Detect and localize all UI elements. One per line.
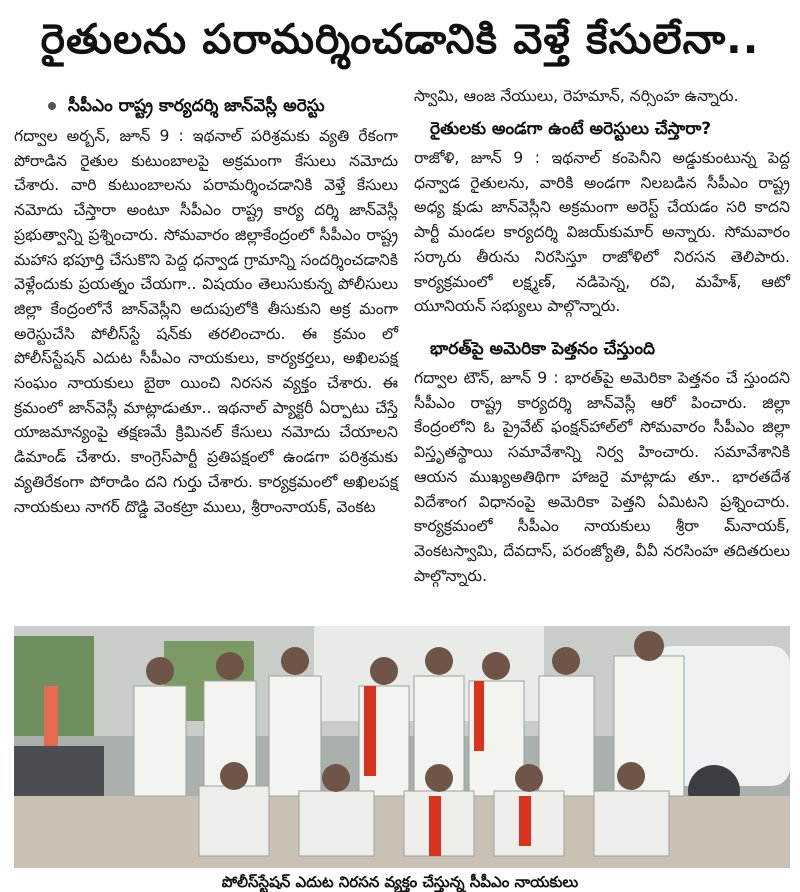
bullet-icon <box>48 102 56 110</box>
left-article-text: గద్వాల అర్బన్, జూన్ 9 : ఇథనాల్ పరిశ్రమకు వ్యతి రేకంగా పోరాడిన రైతుల కుటుంబాలపై అక్రమంగా కేసులు నమోదు చేశారు. వారి కుటుంబాలను పరామర్శించడానికి వెళ్తే కేసులు నమోదు చేస్తారా అంటూ సీపీఎం రాష్ట్ర కార్య దర్శి జాన్‌వెస్లీ ప్రభుత్వాన్ని ప్రశ్నించారు. సోమవారం జిల్లాకేంద్రంలో సీపీఎం రాష్ట్ర మహాస భపూర్తి చేసుకొని పెద్ద ధన్వాడ గ్రామాన్ని సందర్శించడానికి వెళ్లేందుకు ప్రయత్నం చేయగా.. విషయం తెలుసుకున్న పోలీసులు జిల్లా కేంద్రంలోనే జాన్‌వెస్లీని అదుపులోకి తీసుకుని అక్ర మంగా అరెస్టుచేసి పోలీస్‌స్టే షన్‌కు తరలించారు. ఈ క్రమం లో పోలీస్‌స్టేషన్ ఎదుట సీపీఎం నాయకులు, కార్యకర్తలు, అఖిలపక్ష సంఘం నాయకులు బైఠా యించి నిరసన వ్యక్తం చేశారు. ఈ క్రమంలో జాన్‌వెస్లీ మాట్లాడుతూ.. ఇథనాల్ ప్యాక్టరీ ఏర్పాటు చేస్తే యాజమాన్యంపై తక్షణమే క్రిమినల్ కేసులు నమోదు చేయాలని డిమాండ్ చేశారు. కాంగ్రెస్‌పార్టీ ప్రతిపక్షంలో ఉండగా పరిశ్రమకు వ్యతిరేకంగా పోరాడిం దని గుర్తు చేశారు. కార్యక్రమంలో అఖిలపక్ష నాయకులు నాగర్ దొడ్డి వెంకట్రా ములు, శ్రీరాంనాయక్, వెంకట <box>14 127 398 516</box>
right-subhead-3: భారత్‌పై అమెరికా పెత్తనం చేస్తుంది <box>430 339 656 359</box>
protest-photo-illustration <box>14 626 790 868</box>
right-subhead-2: రైతులకు అండగా ఉంటే అరెస్టులు చేస్తారా? <box>430 119 712 139</box>
article-2-text: రాజోళి, జూన్ 9 : ఇథనాల్ కంపెనీని అడ్డుకుంటున్న పెద్ద ధన్వాడ రైతులను, వారికి అండగా నిలబడిన సీపీఎం రాష్ట్ర అధ్య క్షుడు జాన్‌వెస్లీని అక్రమంగా అరెస్ట్ చేయడం సరి కాదని పార్టీ మండల కార్యదర్శి విజయ్‌కుమార్ అన్నారు. సోమవారం సర్కారు తీరును నిరసిస్తూ రాజోళిలో నిరసన తెలిపారు. కార్యక్రమంలో లక్ష్మణ్, నడిపెన్న, రవి, మహేశ్, ఆటో యూనియన్ సభ్యులు పాల్గొన్నారు. <box>414 149 790 316</box>
left-subhead <box>48 94 388 118</box>
left-column-body <box>14 124 398 519</box>
right-article-3 <box>414 366 790 588</box>
headline: రైతులను పరామర్శించడానికి వెళ్తే కేసులేనా.. <box>40 15 760 63</box>
protest-photo <box>14 626 790 868</box>
photo-caption: పోలీస్‌స్టేషన్ ఎదుట నిరసన వ్యక్తం చేస్తున్న సీపీఎం నాయకులు <box>221 873 579 891</box>
continuation-text: స్వామి, ఆంజ నేయులు, రెహమాన్, నర్సింహ ఉన్నారు. <box>414 87 739 105</box>
right-article-2 <box>414 146 790 319</box>
right-continuation <box>414 84 790 109</box>
article-3-text: గద్వాల టౌన్, జూన్ 9 : భారత్‌పై అమెరికా పెత్తనం చే స్తుందని సీపీఎం రాష్ట్ర కార్యదర్శి జాన్‌వెస్లీ ఆరో పించారు. జిల్లా కేంద్రంలోని ఓ ప్రైవేట్ ఫంక్షన్‌హాల్‌లో సోమవారం సీపీఎం జిల్లా విస్తృతస్థాయి సమావేశాన్ని నిర్వ హించారు. సమావేశానికి ఆయన ముఖ్యఅతిథిగా హాజరై మాట్లాడు తూ.. భారతదేశ విదేశాంగ విధానంపై అమెరికా పెత్తని ఏమిటని ప్రశ్నించారు. కార్యక్రమంలో సీపీఎం నాయకులు శ్రీరా మ్‌నాయక్, వెంకటస్వామి, దేవదాస్, పరంజ్యోతి, వీవీ నరసింహ తదితరులు పాల్గొన్నారు. <box>414 369 790 585</box>
left-subhead-text: సీపీఎం రాష్ట్ర కార్యదర్శి జాన్‌వెస్లీ అరెస్టు <box>68 96 325 116</box>
